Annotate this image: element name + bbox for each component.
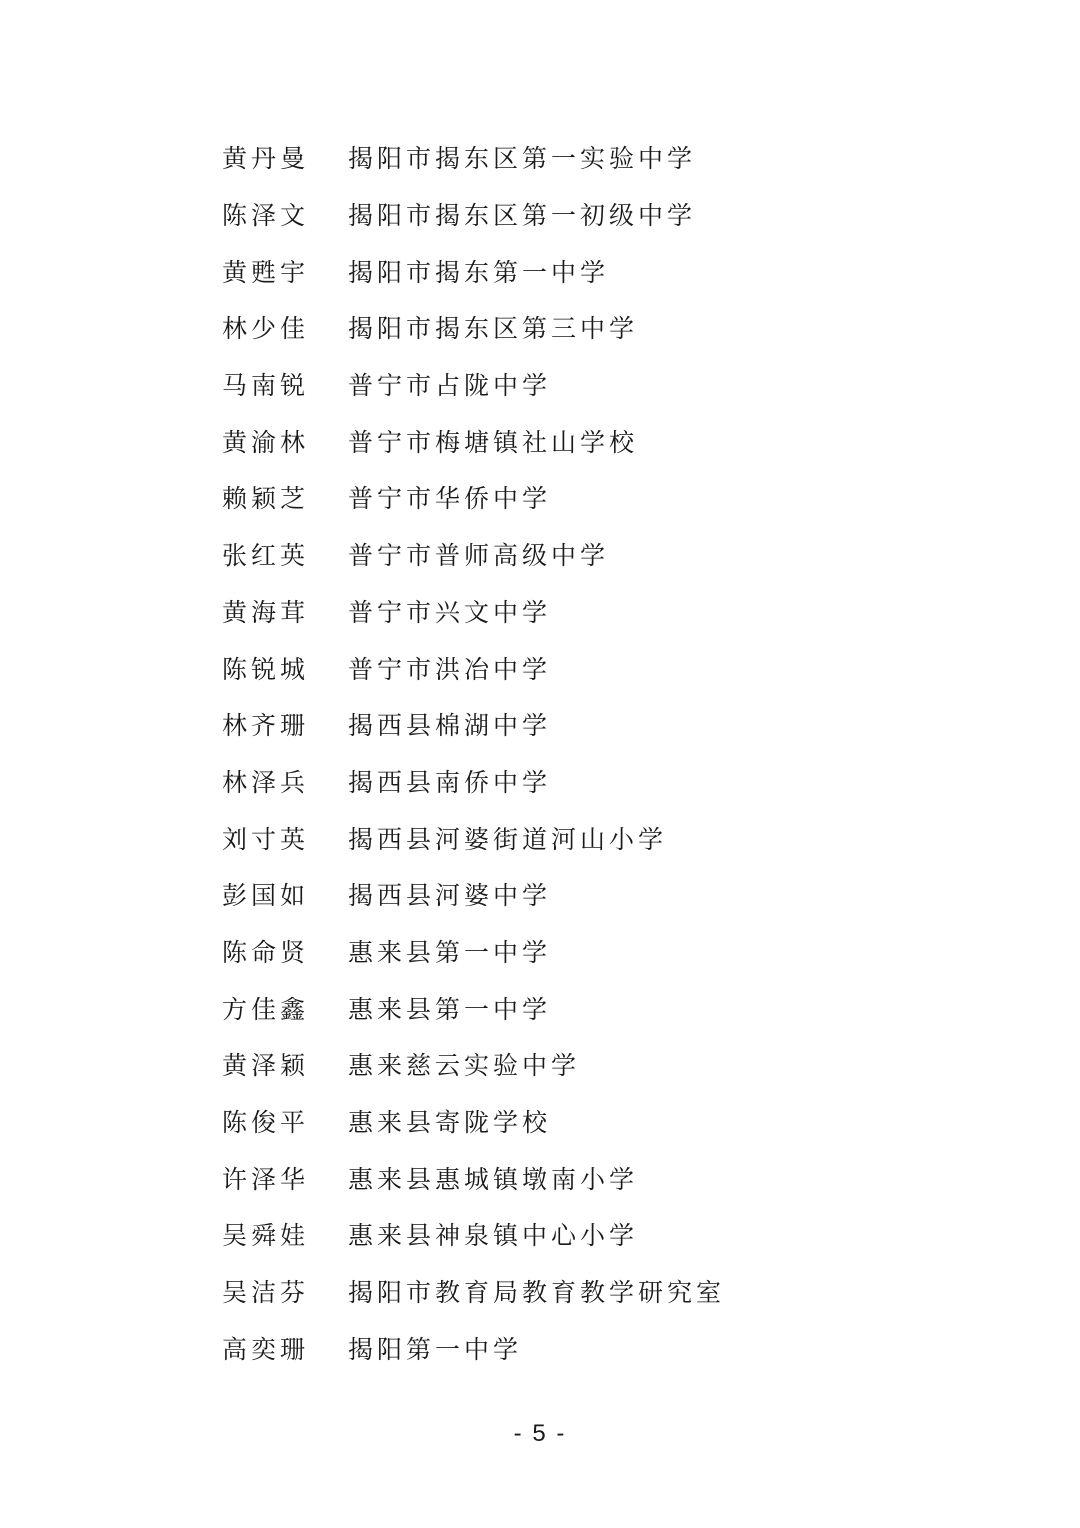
list-item bbox=[222, 469, 725, 526]
school-name: 揭西县河婆中学 bbox=[348, 881, 552, 911]
list-item bbox=[222, 1263, 725, 1320]
page-number: - 5 - bbox=[513, 1420, 567, 1447]
person-name: 赖颖芝 bbox=[222, 484, 310, 514]
school-name: 揭阳市教育局教育教学研究室 bbox=[348, 1278, 726, 1308]
person-name: 吴舜娃 bbox=[222, 1221, 310, 1251]
person-name: 陈俊平 bbox=[222, 1108, 310, 1138]
school-name: 普宁市梅塘镇社山学校 bbox=[348, 427, 639, 457]
school-name: 普宁市洪冶中学 bbox=[348, 654, 552, 684]
name-list bbox=[222, 129, 725, 1376]
school-name: 惠来县第一中学 bbox=[348, 994, 552, 1024]
person-name: 张红英 bbox=[222, 541, 310, 571]
school-name: 普宁市华侨中学 bbox=[348, 484, 552, 514]
list-item bbox=[222, 753, 725, 810]
school-name: 揭西县河婆街道河山小学 bbox=[348, 824, 668, 854]
school-name: 惠来县惠城镇墩南小学 bbox=[348, 1164, 639, 1194]
list-item bbox=[222, 696, 725, 753]
person-name: 吴洁芬 bbox=[222, 1278, 310, 1308]
school-name: 惠来县第一中学 bbox=[348, 937, 552, 967]
school-name: 惠来慈云实验中学 bbox=[348, 1051, 581, 1081]
school-name: 惠来县神泉镇中心小学 bbox=[348, 1221, 639, 1251]
school-name: 普宁市占陇中学 bbox=[348, 371, 552, 401]
list-item bbox=[222, 1093, 725, 1150]
person-name: 刘寸英 bbox=[222, 824, 310, 854]
person-name: 黄丹曼 bbox=[222, 144, 310, 174]
person-name: 彭国如 bbox=[222, 881, 310, 911]
person-name: 许泽华 bbox=[222, 1164, 310, 1194]
list-item bbox=[222, 979, 725, 1036]
person-name: 陈泽文 bbox=[222, 201, 310, 231]
person-name: 黄海茸 bbox=[222, 597, 310, 627]
school-name: 揭阳市揭东区第三中学 bbox=[348, 314, 639, 344]
person-name: 林泽兵 bbox=[222, 767, 310, 797]
school-name: 揭阳市揭东区第一初级中学 bbox=[348, 201, 697, 231]
person-name: 黄甦宇 bbox=[222, 257, 310, 287]
school-name: 揭阳第一中学 bbox=[348, 1334, 523, 1364]
school-name: 揭阳市揭东第一中学 bbox=[348, 257, 610, 287]
school-name: 揭西县南侨中学 bbox=[348, 767, 552, 797]
school-name: 揭阳市揭东区第一实验中学 bbox=[348, 144, 697, 174]
list-item bbox=[222, 356, 725, 413]
person-name: 陈命贤 bbox=[222, 937, 310, 967]
list-item bbox=[222, 412, 725, 469]
list-item bbox=[222, 526, 725, 583]
list-item bbox=[222, 186, 725, 243]
list-item bbox=[222, 1319, 725, 1376]
person-name: 林少佳 bbox=[222, 314, 310, 344]
list-item bbox=[222, 242, 725, 299]
list-item bbox=[222, 1036, 725, 1093]
school-name: 普宁市普师高级中学 bbox=[348, 541, 610, 571]
list-item bbox=[222, 583, 725, 640]
list-item bbox=[222, 299, 725, 356]
list-item bbox=[222, 129, 725, 186]
list-item bbox=[222, 1206, 725, 1263]
person-name: 马南锐 bbox=[222, 371, 310, 401]
list-item bbox=[222, 923, 725, 980]
list-item bbox=[222, 866, 725, 923]
person-name: 黄泽颖 bbox=[222, 1051, 310, 1081]
person-name: 陈锐城 bbox=[222, 654, 310, 684]
person-name: 方佳鑫 bbox=[222, 994, 310, 1024]
person-name: 高奕珊 bbox=[222, 1334, 310, 1364]
person-name: 黄渝林 bbox=[222, 427, 310, 457]
school-name: 揭西县棉湖中学 bbox=[348, 711, 552, 741]
school-name: 惠来县寄陇学校 bbox=[348, 1108, 552, 1138]
person-name: 林齐珊 bbox=[222, 711, 310, 741]
list-item bbox=[222, 639, 725, 696]
school-name: 普宁市兴文中学 bbox=[348, 597, 552, 627]
list-item bbox=[222, 1149, 725, 1206]
list-item bbox=[222, 809, 725, 866]
